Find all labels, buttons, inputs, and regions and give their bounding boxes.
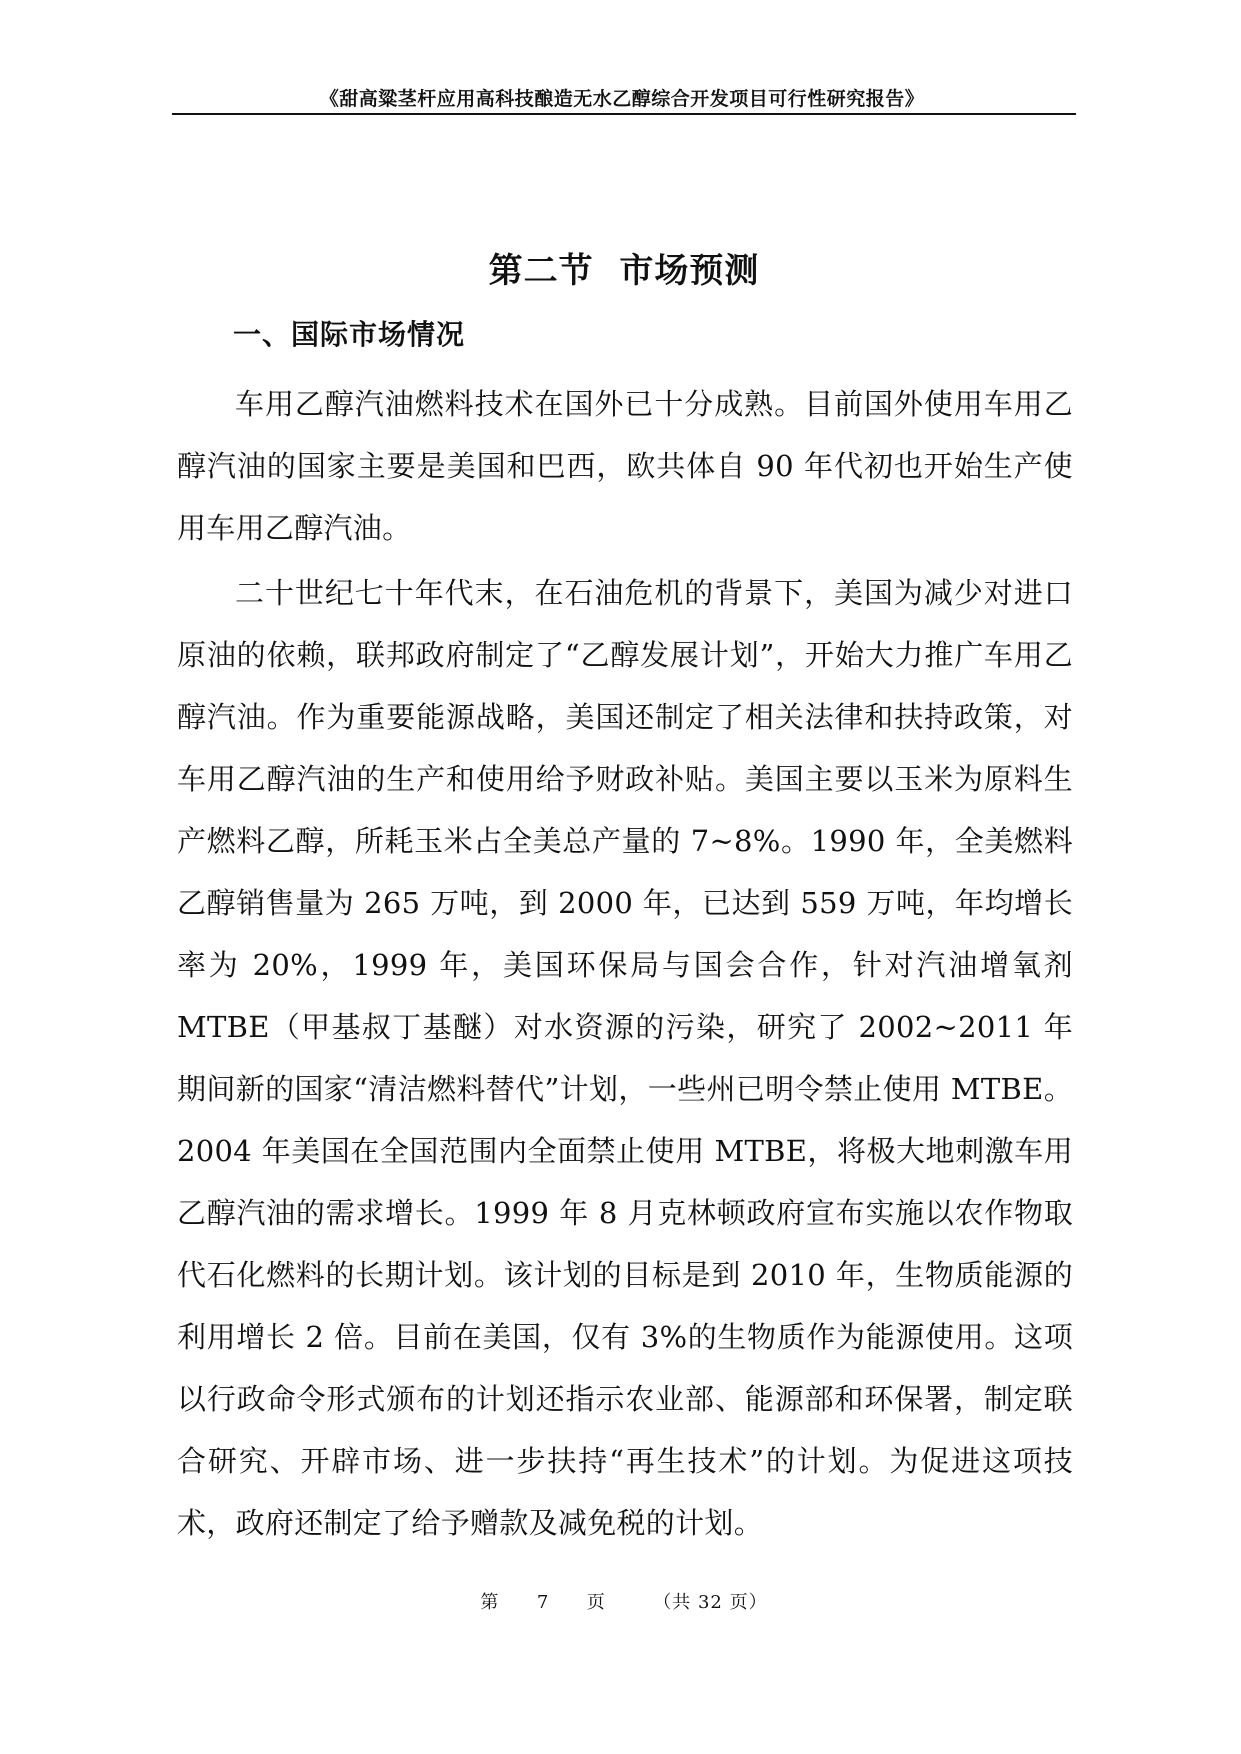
page-footer (172, 1588, 1076, 1614)
running-header: 《甜高粱茎杆应用高科技酿造无水乙醇综合开发项目可行性研究报告》 (319, 88, 925, 110)
page-label-pre: 第 (480, 1592, 500, 1613)
header-rule (172, 113, 1076, 115)
section-title: 第二节 市场预测 (488, 251, 760, 291)
paragraph: 二十世纪七十年代末，在石油危机的背景下，美国为减少对进口原油的依赖，联邦政府制定了“乙醇发展计划”，开始大力推广车用乙醇汽油。作为重要能源战略，美国还制定了相关法律和扶持政策，对车用乙醇汽油的生产和使用给予财政补贴。美国主要以玉米为原料生产燃料乙醇，所耗玉米占全美总产量的 7~8%。1990 年，全美燃料乙醇销售量为 265 万吨，到 2000 年，已达到 559 万吨，年均增长率为 20%，1999 年，美国环保局与国会合作，针对汽油增氧剂 MTBE（甲基叔丁基醚）对水资源的污染，研究了 2002~2011 年期间新的国家“清洁燃料替代”计划，一些州已明令禁止使用 MTBE。2004 年美国在全国范围内全面禁止使用 MTBE，将极大地刺激车用乙醇汽油的需求增长。1999 年 8 月克林顿政府宣布实施以农作物取代石化燃料的长期计划。该计划的目标是到 2010 年，生物质能源的利用增长 2 倍。目前在美国，仅有 3%的生物质作为能源使用。这项以行政命令形式颁布的计划还指示农业部、能源部和环保署，制定联合研究、开辟市场、进一步扶持“再生技术”的计划。为促进这项技术，政府还制定了给予赠款及减免税的计划。 (177, 576, 1073, 1540)
total-pages: （共 32 页） (653, 1592, 768, 1613)
page-label-post: 页 (586, 1592, 606, 1613)
subheading: 一、国际市场情况 (233, 318, 466, 351)
body-text (177, 373, 1073, 1554)
paragraph: 车用乙醇汽油燃料技术在国外已十分成熟。目前国外使用车用乙醇汽油的国家主要是美国和巴西，欧共体自 90 年代初也开始生产使用车用乙醇汽油。 (177, 387, 1073, 545)
page-number: 7 (536, 1592, 550, 1613)
